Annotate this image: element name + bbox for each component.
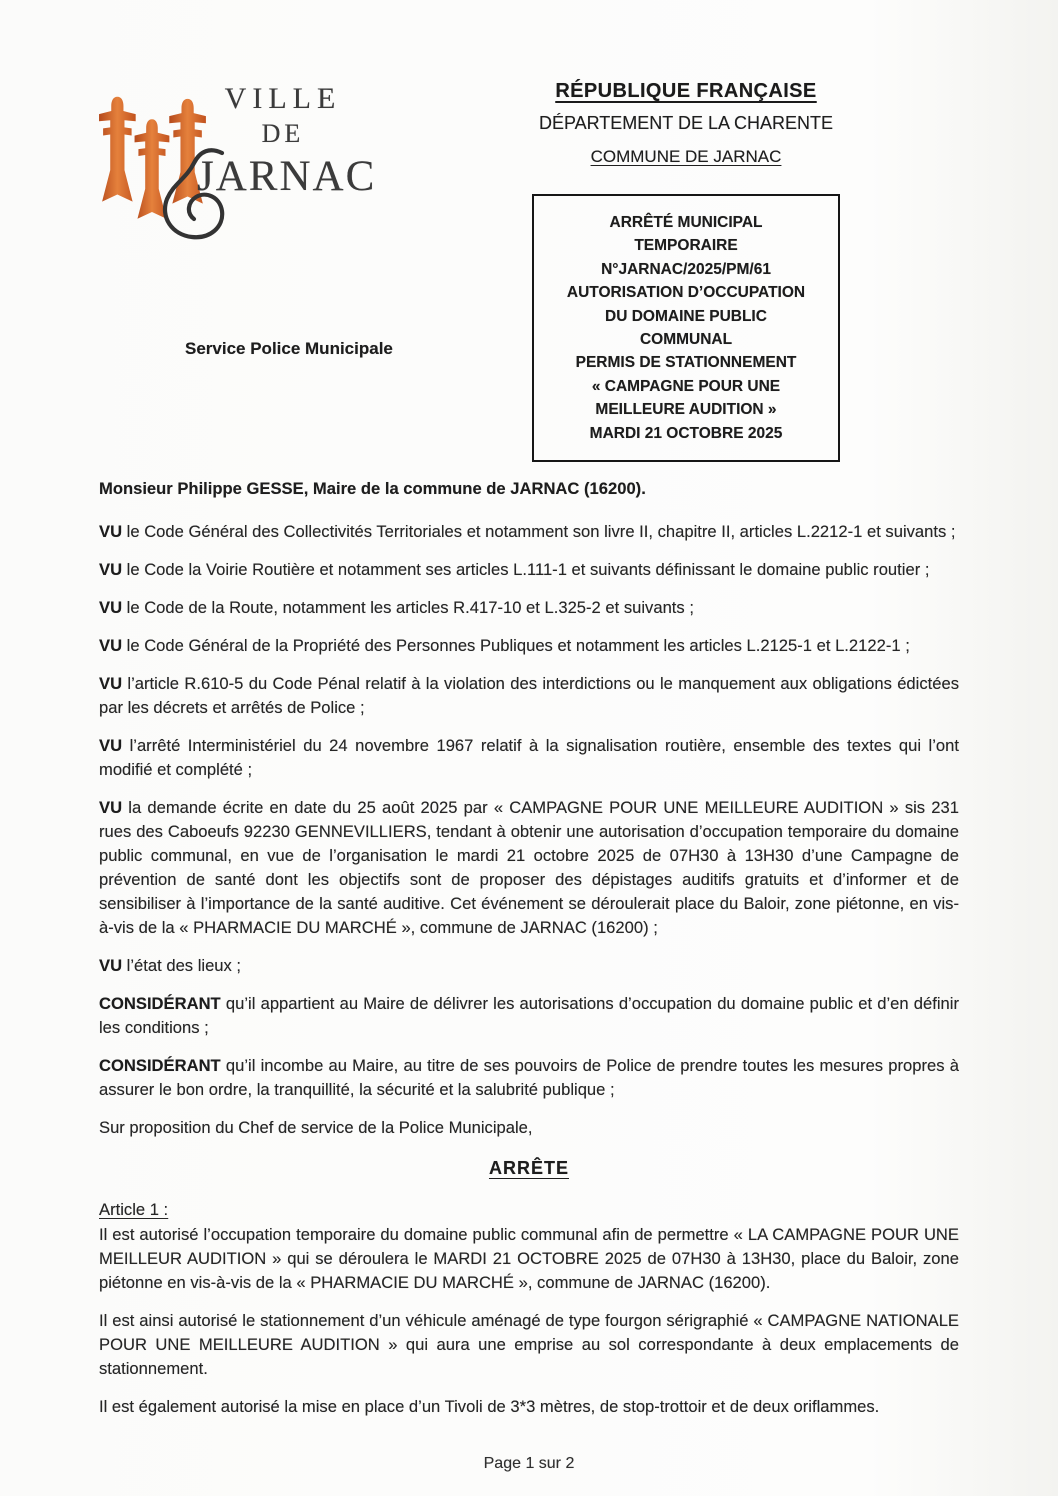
considerant-keyword: CONSIDÉRANT (99, 994, 221, 1013)
paragraph-text: le Code la Voirie Routière et notamment ses articles L.111-1 et suivants définissant le domaine public routier ; (122, 560, 930, 579)
header-republic: RÉPUBLIQUE FRANÇAISE (555, 80, 817, 102)
mayor-intro-line: Monsieur Philippe GESSE, Maire de la commune de JARNAC (16200). (99, 479, 646, 498)
logo-de-text: DE (261, 119, 305, 148)
header-commune: COMMUNE DE JARNAC (590, 147, 782, 166)
header-department: DÉPARTEMENT DE LA CHARENTE (538, 113, 834, 133)
paragraph-text: Sur proposition du Chef de service de la Police Municipale, (99, 1118, 533, 1137)
decree-box-line: ARRÊTÉ MUNICIPAL (609, 214, 763, 231)
vu-keyword: VU (99, 736, 123, 755)
page-footer: Page 1 sur 2 (483, 1455, 575, 1472)
document-body (99, 477, 959, 1433)
vu-keyword: VU (99, 522, 123, 541)
arrete-heading: ARRÊTE (488, 1158, 569, 1178)
decree-box-line: « CAMPAGNE POUR UNE (591, 377, 781, 395)
decree-box-line: TEMPORAIRE (634, 237, 738, 255)
paragraph-text: qu’il appartient au Maire de délivrer les autorisations d’occupation du domaine public et d’en définir les conditions ; (99, 994, 959, 1037)
vu-keyword: VU (99, 674, 123, 693)
proposition-line (99, 1116, 959, 1140)
decree-title-box (532, 194, 840, 462)
logo-ville-text: VILLE (224, 82, 342, 115)
vu-paragraph (99, 734, 959, 782)
paragraph-text: le Code Général de la Propriété des Personnes Publiques et notamment les articles L.2125-1 et L.2122-1 ; (122, 636, 910, 655)
paragraph-text: le Code Général des Collectivités Territoriales et notamment son livre II, chapitre II, articles L.2212-1 et suivants ; (122, 522, 956, 541)
vu-keyword: VU (99, 598, 123, 617)
paragraph-text: qu’il incombe au Maire, au titre de ses pouvoirs de Police de prendre toutes les mesures propres à assurer le bon ordre, la tranquillité, la sécurité et la salubrité publique ; (99, 1056, 959, 1099)
paragraph-text: l’arrêté Interministériel du 24 novembre 1967 relatif à la signalisation routière, ensemble des textes qui l’ont modifié et complété ; (99, 736, 959, 779)
considerant-paragraph (99, 992, 959, 1040)
article1-heading: Article 1 : (99, 1200, 169, 1219)
paragraph-text: l’article R.610-5 du Code Pénal relatif à la violation des interdictions ou le manquement aux obligations édictées par les décrets et arrêtés de Police ; (99, 674, 959, 717)
decree-box-line: COMMUNAL (639, 331, 733, 349)
header-column (500, 80, 872, 462)
vu-keyword: VU (99, 636, 123, 655)
article1-paragraph: Il est également autorisé la mise en place d’un Tivoli de 3*3 mètres, de stop-trottoir et de deux oriflammes. (99, 1397, 880, 1416)
decree-box-line: MARDI 21 OCTOBRE 2025 (589, 424, 783, 442)
vu-paragraph (99, 796, 959, 940)
logo-jarnac-text: JARNAC (197, 153, 377, 200)
vu-paragraph (99, 634, 959, 658)
considerant-keyword: CONSIDÉRANT (99, 1056, 221, 1075)
vu-paragraph (99, 596, 959, 620)
vu-paragraph (99, 954, 959, 978)
article1-paragraph: Il est autorisé l’occupation temporaire du domaine public communal afin de permettre « LA CAMPAGNE POUR UNE MEILLEUR AUDITION » qui se déroulera le MARDI 21 OCTOBRE 2025 de 07H30 à 13H30, place du Baloir, zone piétonne en vis-à-vis de la « PHARMACIE DU MARCHÉ », commune de JARNAC (16200). (99, 1225, 959, 1292)
service-label: Service Police Municipale (185, 339, 393, 358)
paragraph-text: le Code de la Route, notamment les articles R.417-10 et L.325-2 et suivants ; (122, 598, 694, 617)
article1-paragraph: Il est ainsi autorisé le stationnement d’un véhicule aménagé de type fourgon sérigraphié « CAMPAGNE NATIONALE POUR UNE MEILLEURE AUDITION » qui aura une emprise au sol correspondante à deux emplacements de stationnement. (99, 1311, 959, 1378)
vu-paragraph (99, 520, 959, 544)
vu-paragraph (99, 558, 959, 582)
vu-keyword: VU (99, 560, 123, 579)
decree-box-line: N°JARNAC/2025/PM/61 (601, 260, 771, 278)
vu-paragraph (99, 672, 959, 720)
considerant-paragraph (99, 1054, 959, 1102)
decree-box-line: AUTORISATION D’OCCUPATION (566, 284, 806, 302)
vu-keyword: VU (99, 956, 123, 975)
paragraph-text: la demande écrite en date du 25 août 2025 par « CAMPAGNE POUR UNE MEILLEURE AUDITION » sis 231 rues des Caboeufs 92230 GENNEVILLIERS, tendant à obtenir une autorisation d’occupation temporaire du domaine public communal, en vue de l’organisation le mardi 21 octobre 2025 de 07H30 à 13H30 d’une Campagne de prévention de santé dont les objectifs sont de proposer des dépistages auditifs gratuits et d’informer et de sensibiliser à l’importance de la santé auditive. Cet événement se déroulerait place du Baloir, zone piétonne, en vis-à-vis de la « PHARMACIE DU MARCHÉ », commune de JARNAC (16200) ; (99, 798, 959, 937)
decree-box-line: MEILLEURE AUDITION » (595, 401, 777, 419)
paragraph-text: l’état des lieux ; (122, 956, 242, 975)
vu-keyword: VU (99, 798, 123, 817)
decree-box-line: PERMIS DE STATIONNEMENT (575, 354, 797, 372)
decree-box-line: DU DOMAINE PUBLIC (605, 307, 767, 325)
